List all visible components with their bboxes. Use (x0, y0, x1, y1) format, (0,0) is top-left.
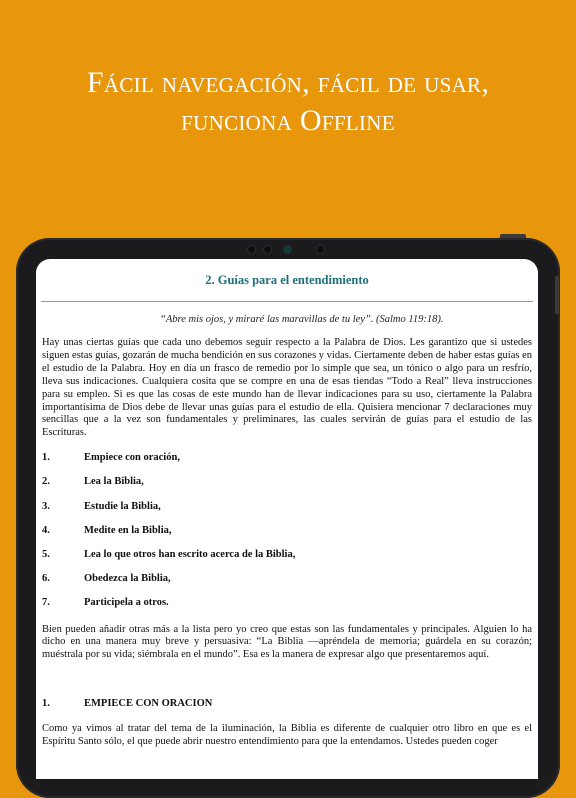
list-item: 1. Empiece con oración, (42, 452, 180, 464)
headline-line-1: Fácil navegación, fácil de usar, (86, 66, 490, 99)
reader-screen[interactable] (36, 259, 538, 779)
volume-button (555, 276, 559, 314)
section-paragraph: Como ya vimos al tratar del tema de la iluminación, la Biblia es diferente de cualquier otro libro en que es el Espíritu Santo sólo, el que puede abrir nuestro entendimiento para que la entendamos. Ustedes pueden coger (42, 723, 532, 748)
sensor-dot (264, 246, 271, 253)
after-list-paragraph: Bien pueden añadir otras más a la lista pero yo creo que estas son las fundamentales y principales. Alguien lo ha dicho en una manera muy breve y persuasiva: “La Biblia —apréndela de memoria; guárdela en su corazón; muéstrala por su vida; siémbrala en el mundo”. Esa es la manera de expresar algo que presentaremos aquí. (42, 623, 532, 661)
guide-list (42, 452, 532, 621)
section-heading: 1. EMPIECE CON ORACION (42, 698, 213, 710)
sensor-dot (317, 246, 324, 253)
list-item: 3. Estudie la Biblia, (42, 500, 161, 512)
chapter-title: 2. Guías para el entendimiento (205, 273, 369, 287)
power-button (500, 234, 526, 238)
scripture-quote: “Abre mis ojos, y miraré las maravillas de tu ley”. (Salmo 119:18). (160, 314, 444, 325)
intro-paragraph: Hay unas ciertas guías que cada uno debemos seguir respecto a la Palabra de Dios. Les garantizo que si ustedes siguen estas guías, gozarán de mucha bendición en sus corazones y vidas. Ciertamente deben de haber estas guías en el estudio de la Palabra. Hoy en día un frasco de remedio por lo simple que sea, un tónico o algo para un resfrío, lleva sus indicaciones. Cualquiera cosita que se compre en una de esas tiendas “Todo a Real” lleva instrucciones para su empleo. Si es que las cosas de este mundo han de llevar indicaciones para su uso, ciertamente la Palabra importantísima de Dios debe de llevar unas guías para el estudio de ella. Quisiera mencionar 7 declaraciones muy sencillas que a la vez son fundamentales y preliminares, las cuales servirán de guías para el estudio de las Escrituras. (42, 337, 532, 439)
title-divider (41, 301, 533, 302)
list-item: 2. Lea la Biblia, (42, 476, 144, 488)
camera-icon (284, 246, 291, 253)
list-item: 7. Participela a otros. (42, 597, 169, 609)
list-item: 5. Lea lo que otros han escrito acerca de la Biblia, (42, 549, 296, 560)
headline-line-2: funciona Offline (181, 104, 395, 137)
list-item: 6. Obedezca la Biblia, (42, 573, 171, 585)
sensor-dot (248, 246, 255, 253)
promo-headline (0, 64, 576, 140)
list-item: 4. Medite en la Biblia, (42, 524, 172, 536)
